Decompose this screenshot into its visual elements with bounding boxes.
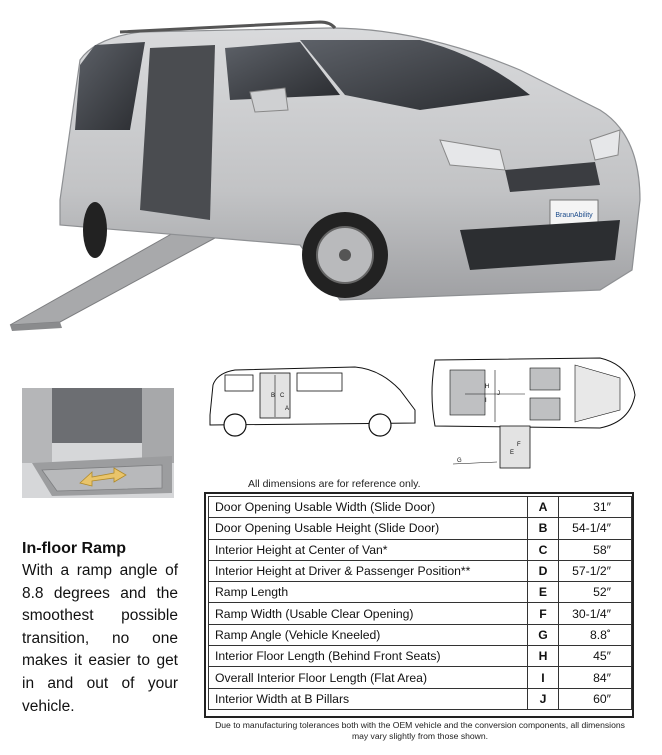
top-view-diagram xyxy=(425,350,645,475)
spec-row xyxy=(209,518,632,539)
spec-row xyxy=(209,646,632,667)
spec-label: Interior Floor Length (Behind Front Seats) xyxy=(209,646,528,667)
spec-value: 31″ xyxy=(559,497,632,518)
disclaimer-note: Due to manufacturing tolerances both with the OEM vehicle and the conversion components, all dimensions may vary slightly from those shown. xyxy=(215,720,625,741)
spec-row xyxy=(209,624,632,645)
spec-letter: J xyxy=(528,688,559,709)
spec-label: Interior Height at Driver & Passenger Position** xyxy=(209,560,528,581)
spec-label: Interior Height at Center of Van* xyxy=(209,539,528,560)
spec-value: 45″ xyxy=(559,646,632,667)
spec-label: Interior Width at B Pillars xyxy=(209,688,528,709)
spec-letter: I xyxy=(528,667,559,688)
spec-row xyxy=(209,560,632,581)
spec-letter: F xyxy=(528,603,559,624)
door-opening xyxy=(140,45,215,220)
spec-label: Overall Interior Floor Length (Flat Area) xyxy=(209,667,528,688)
spec-value: 84″ xyxy=(559,667,632,688)
side-view-diagram xyxy=(205,355,420,440)
label-g: G xyxy=(457,458,462,464)
label-b: B xyxy=(271,393,276,399)
spec-value: 57-1/2″ xyxy=(559,560,632,581)
label-e: E xyxy=(510,450,515,456)
spec-label: Ramp Length xyxy=(209,582,528,603)
spec-label: Door Opening Usable Height (Slide Door) xyxy=(209,518,528,539)
spec-row xyxy=(209,539,632,560)
spec-label: Ramp Width (Usable Clear Opening) xyxy=(209,603,528,624)
in-floor-ramp-photo xyxy=(22,388,174,498)
spec-label: Door Opening Usable Width (Slide Door) xyxy=(209,497,528,518)
label-f: F xyxy=(517,442,521,448)
spec-letter: C xyxy=(528,539,559,560)
label-j: J xyxy=(497,391,500,397)
spec-value: 54-1/4″ xyxy=(559,518,632,539)
minivan-hero-image xyxy=(0,0,662,345)
reference-note: All dimensions are for reference only. xyxy=(248,478,421,490)
spec-value: 30-1/4″ xyxy=(559,603,632,624)
spec-letter: B xyxy=(528,518,559,539)
spec-letter: G xyxy=(528,624,559,645)
label-h: H xyxy=(485,384,490,390)
label-a: A xyxy=(285,406,290,412)
spec-row xyxy=(209,667,632,688)
spec-value: 58″ xyxy=(559,539,632,560)
spec-row xyxy=(209,603,632,624)
spec-value: 8.8˚ xyxy=(559,624,632,645)
spec-letter: H xyxy=(528,646,559,667)
spec-letter: D xyxy=(528,560,559,581)
ramp-shape xyxy=(10,232,215,325)
spec-row xyxy=(209,582,632,603)
spec-letter: A xyxy=(528,497,559,518)
rear-wheel xyxy=(83,202,107,258)
feature-description: With a ramp angle of 8.8 degrees and the smoothest possible transition, no one makes it easier to get in and out of your vehicle. xyxy=(22,562,178,715)
plate-text: BraunAbility xyxy=(555,212,593,219)
spec-letter: E xyxy=(528,582,559,603)
feature-title: In-floor Ramp xyxy=(22,540,126,557)
spec-label: Ramp Angle (Vehicle Kneeled) xyxy=(209,624,528,645)
spec-table xyxy=(208,496,632,710)
spec-value: 52″ xyxy=(559,582,632,603)
label-i: I xyxy=(485,398,487,404)
spec-row xyxy=(209,497,632,518)
spec-value: 60″ xyxy=(559,688,632,709)
label-c: C xyxy=(280,393,285,399)
spec-row xyxy=(209,688,632,709)
